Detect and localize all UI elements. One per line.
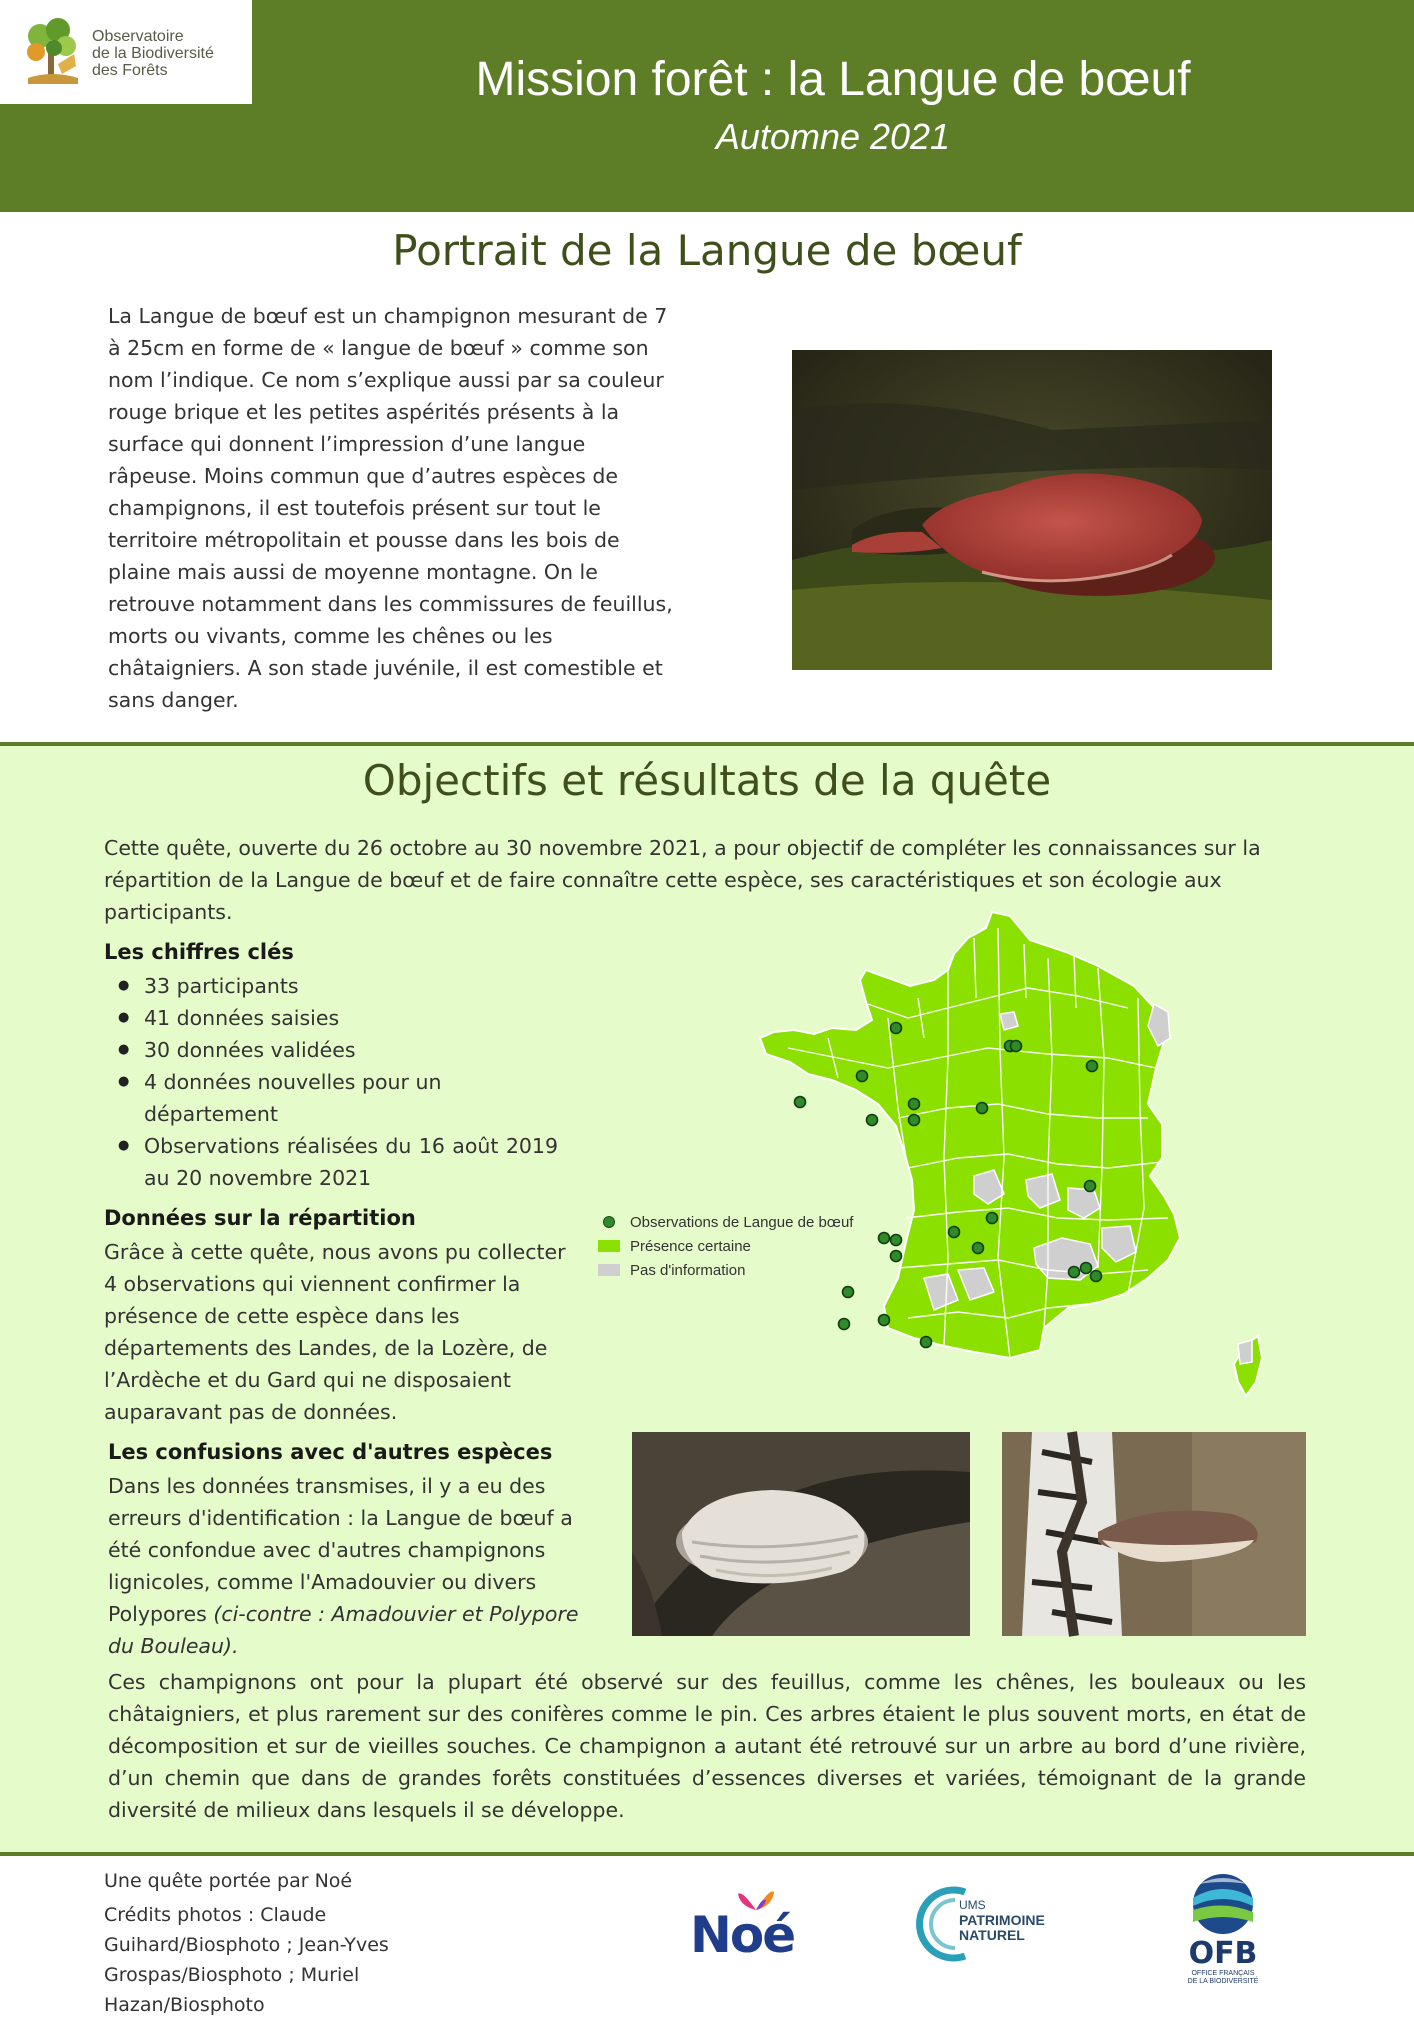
portrait-text: La Langue de bœuf est un champignon mesurant de 7 à 25cm en forme de « langue de bœuf » comme son nom l’indique. Ce nom s’explique aussi par sa couleur rouge brique et les petites aspérités présents à la surface qui donnent l’impression d’une langue râpeuse. Moins commun que d’autres espèces de champignons, il est toutefois présent sur tout le territoire métropolitain et pousse dans les bois de plaine mais aussi de moyenne montagne. On le retrouve notamment dans les commissures de feuillus, morts ou vivants, comme les chênes ou les châtaigniers. A son stade juvénile, il est comestible et sans danger.	[108, 304, 673, 712]
footer-divider	[0, 1852, 1414, 1856]
page-title: Mission forêt : la Langue de bœuf	[475, 53, 1191, 106]
no-info-swatch-icon	[598, 1264, 620, 1276]
observation-dot	[1091, 1271, 1102, 1282]
objectives-heading: Objectifs et résultats de la quête	[362, 756, 1052, 805]
confusions-caption: (ci-contre : Amadouvier et Polypore du Bouleau).	[108, 1602, 579, 1658]
legend-label: Pas d'information	[630, 1261, 746, 1279]
ofb-fullname	[1171, 1970, 1275, 1986]
birch-polypore-photo	[1002, 1432, 1306, 1636]
obf-logo[interactable]	[0, 0, 252, 104]
ofb-acronym: OFB	[1188, 1936, 1258, 1971]
list-item: ● 4 données nouvelles pour un département	[118, 1066, 558, 1130]
ums-text	[959, 1898, 1045, 1943]
header-banner	[0, 0, 1414, 212]
ums-line: PATRIMOINE	[959, 1912, 1045, 1928]
ums-line: NATUREL	[959, 1927, 1025, 1943]
confusions-body: Dans les données transmises, il y a eu des erreurs d'identification : la Langue de bœuf a été confondue avec d'autres champignons lignicoles, comme l'Amadouvier ou divers Polypores	[108, 1474, 573, 1626]
list-item: ● 33 participants	[118, 970, 558, 1002]
ofb-logo[interactable]	[1175, 1872, 1271, 1985]
intro-text: Cette quête, ouverte du 26 octobre au 30 novembre 2021, a pour objectif de compléter les connaissances sur la répartition de la Langue de bœuf et de faire connaître cette espèce, ses caractéristiques et son écologie aux participants.	[104, 836, 1261, 924]
observation-dot	[879, 1315, 890, 1326]
amadouvier-photo	[632, 1432, 970, 1636]
observation-dot	[973, 1243, 984, 1254]
observation-dot	[1069, 1267, 1080, 1278]
confusions-text	[108, 1470, 594, 1662]
observation-dot	[1087, 1061, 1098, 1072]
page-subtitle: Automne 2021	[715, 116, 951, 157]
observation-dot-icon	[603, 1216, 615, 1228]
logo-line: de la Biodiversité	[92, 45, 214, 62]
legend-label: Présence certaine	[630, 1237, 751, 1255]
closing-text: Ces champignons ont pour la plupart été observé sur des feuillus, comme les chênes, les bouleaux ou les châtaigniers, et plus rarement sur des conifères comme le pin. Ces arbres étaient le plus souvent morts, en état de décomposition et sur de vieilles souches. Ce champignon a autant été retrouvé sur un arbre au bord d’une rivière, d’un chemin que dans de grandes forêts constituées d’essences diverses et variées, témoignant de la grande diversité de milieux dans lesquels il se développe.	[108, 1670, 1306, 1822]
list-item: ● 30 données validées	[118, 1034, 558, 1066]
legend-item	[598, 1210, 853, 1234]
observation-dot	[891, 1251, 902, 1262]
distribution-text: Grâce à cette quête, nous avons pu collecter 4 observations qui viennent confirmer la présence de cette espèce dans les départements des Landes, de la Lozère, de l’Ardèche et du Gard qui ne disposaient auparavant pas de données.	[104, 1240, 566, 1424]
photo-credits: Crédits photos : Claude Guihard/Biosphoto ; Jean-Yves Grospas/Biosphoto ; Muriel Hazan/Biosphoto	[104, 1904, 389, 2016]
ums-patrimoine-naturel-logo[interactable]	[925, 1884, 1045, 1964]
legend-label: Observations de Langue de bœuf	[630, 1213, 854, 1231]
presence-swatch-icon	[598, 1240, 620, 1252]
observation-dot	[909, 1115, 920, 1126]
observation-dot	[1085, 1181, 1096, 1192]
ofb-line: OFFICE FRANÇAIS	[1191, 1970, 1255, 1977]
observation-dot	[921, 1337, 932, 1348]
ofb-line: DE LA BIODIVERSITÉ	[1187, 1978, 1259, 1985]
observation-dot	[891, 1235, 902, 1246]
logo-line: des Forêts	[92, 62, 168, 79]
carried-by-text: Une quête portée par Noé	[104, 1870, 353, 1892]
logo-line: Observatoire	[92, 28, 184, 45]
observation-dot	[795, 1097, 806, 1108]
legend-item	[598, 1234, 853, 1258]
observation-dot	[879, 1233, 890, 1244]
observation-dot	[977, 1103, 988, 1114]
observation-dot	[857, 1071, 868, 1082]
observation-dot	[891, 1023, 902, 1034]
observation-dot	[1081, 1263, 1092, 1274]
noe-logo-text: Noé	[690, 1906, 795, 1964]
key-figures-list	[118, 970, 558, 1194]
legend-item	[598, 1258, 853, 1282]
map-legend	[598, 1210, 853, 1282]
observation-dot	[839, 1319, 850, 1330]
observation-dot	[1011, 1041, 1022, 1052]
observation-dot	[987, 1213, 998, 1224]
france-distribution-map	[748, 908, 1288, 1408]
beefsteak-fungus-photo	[792, 350, 1272, 670]
ums-line: UMS	[959, 1898, 986, 1912]
list-item: ● Observations réalisées du 16 août 2019 au 20 novembre 2021	[118, 1130, 558, 1194]
observation-dot	[867, 1115, 878, 1126]
observation-dot	[843, 1287, 854, 1298]
key-figures-heading: Les chiffres clés	[104, 940, 294, 964]
observation-dot	[909, 1099, 920, 1110]
noe-logo[interactable]	[690, 1888, 800, 1964]
ofb-emblem-icon	[1175, 1872, 1271, 1938]
observation-dot	[949, 1227, 960, 1238]
confusions-heading: Les confusions avec d'autres espèces	[108, 1440, 553, 1464]
distribution-heading: Données sur la répartition	[104, 1206, 416, 1230]
tree-logo-icon	[18, 14, 88, 90]
portrait-heading: Portrait de la Langue de bœuf	[392, 226, 1022, 275]
list-item: ● 41 données saisies	[118, 1002, 558, 1034]
observation-points	[748, 908, 1288, 1408]
logo-text	[92, 28, 214, 79]
